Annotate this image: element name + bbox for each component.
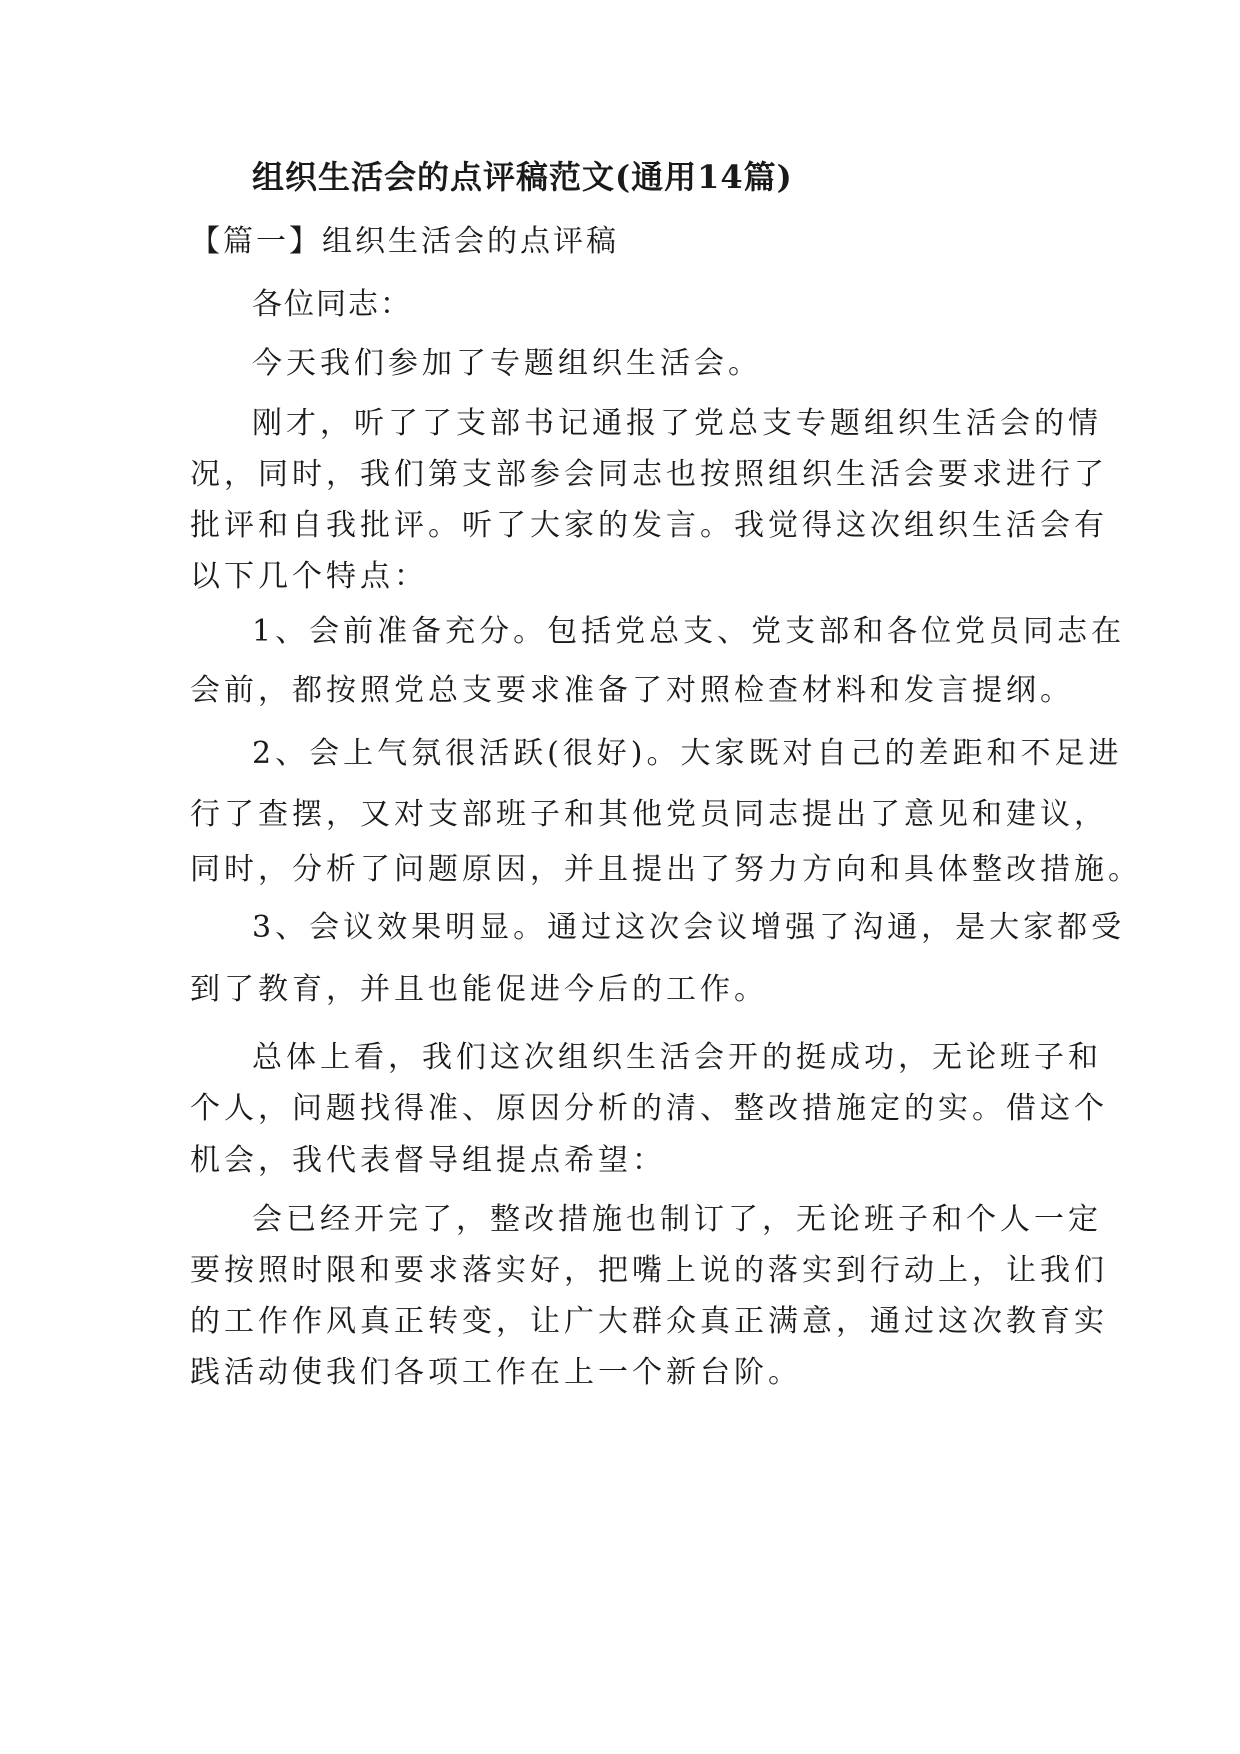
paragraph-line: 3、会议效果明显。通过这次会议增强了沟通，是大家都受 [252, 910, 1126, 945]
paragraph-line: 行了查摆，又对支部班子和其他党员同志提出了意见和建议， [190, 797, 1108, 832]
document-title: 组织生活会的点评稿范文(通用14篇) [252, 158, 793, 196]
paragraph-line: 个人，问题找得准、原因分析的清、整改措施定的实。借这个 [190, 1091, 1108, 1126]
paragraph-line: 的工作作风真正转变，让广大群众真正满意，通过这次教育实 [190, 1304, 1108, 1339]
paragraph-line: 总体上看，我们这次组织生活会开的挺成功，无论班子和 [252, 1040, 1102, 1075]
section-heading: 【篇一】组织生活会的点评稿 [190, 224, 619, 259]
paragraph-line: 况，同时，我们第支部参会同志也按照组织生活会要求进行了 [190, 457, 1108, 492]
paragraph-line: 批评和自我批评。听了大家的发言。我觉得这次组织生活会有 [190, 508, 1108, 543]
paragraph-line: 刚才，听了了支部书记通报了党总支专题组织生活会的情 [252, 406, 1102, 441]
paragraph-line: 践活动使我们各项工作在上一个新台阶。 [190, 1355, 802, 1390]
paragraph-line: 1、会前准备充分。包括党总支、党支部和各位党员同志在 [252, 614, 1126, 649]
paragraph-line: 机会，我代表督导组提点希望： [190, 1143, 666, 1178]
paragraph-line: 到了教育，并且也能促进今后的工作。 [190, 972, 768, 1007]
paragraph-line: 要按照时限和要求落实好，把嘴上说的落实到行动上，让我们 [190, 1253, 1108, 1288]
paragraph-line: 同时，分析了问题原因，并且提出了努力方向和具体整改措施。 [190, 852, 1142, 887]
salutation: 各位同志： [252, 287, 412, 322]
paragraph-line: 今天我们参加了专题组织生活会。 [252, 346, 762, 381]
paragraph-line: 会前，都按照党总支要求准备了对照检查材料和发言提纲。 [190, 673, 1074, 708]
paragraph-line: 以下几个特点： [190, 559, 428, 594]
paragraph-line: 会已经开完了，整改措施也制订了，无论班子和个人一定 [252, 1202, 1102, 1237]
paragraph-line: 2、会上气氛很活跃(很好)。大家既对自己的差距和不足进 [252, 736, 1123, 771]
